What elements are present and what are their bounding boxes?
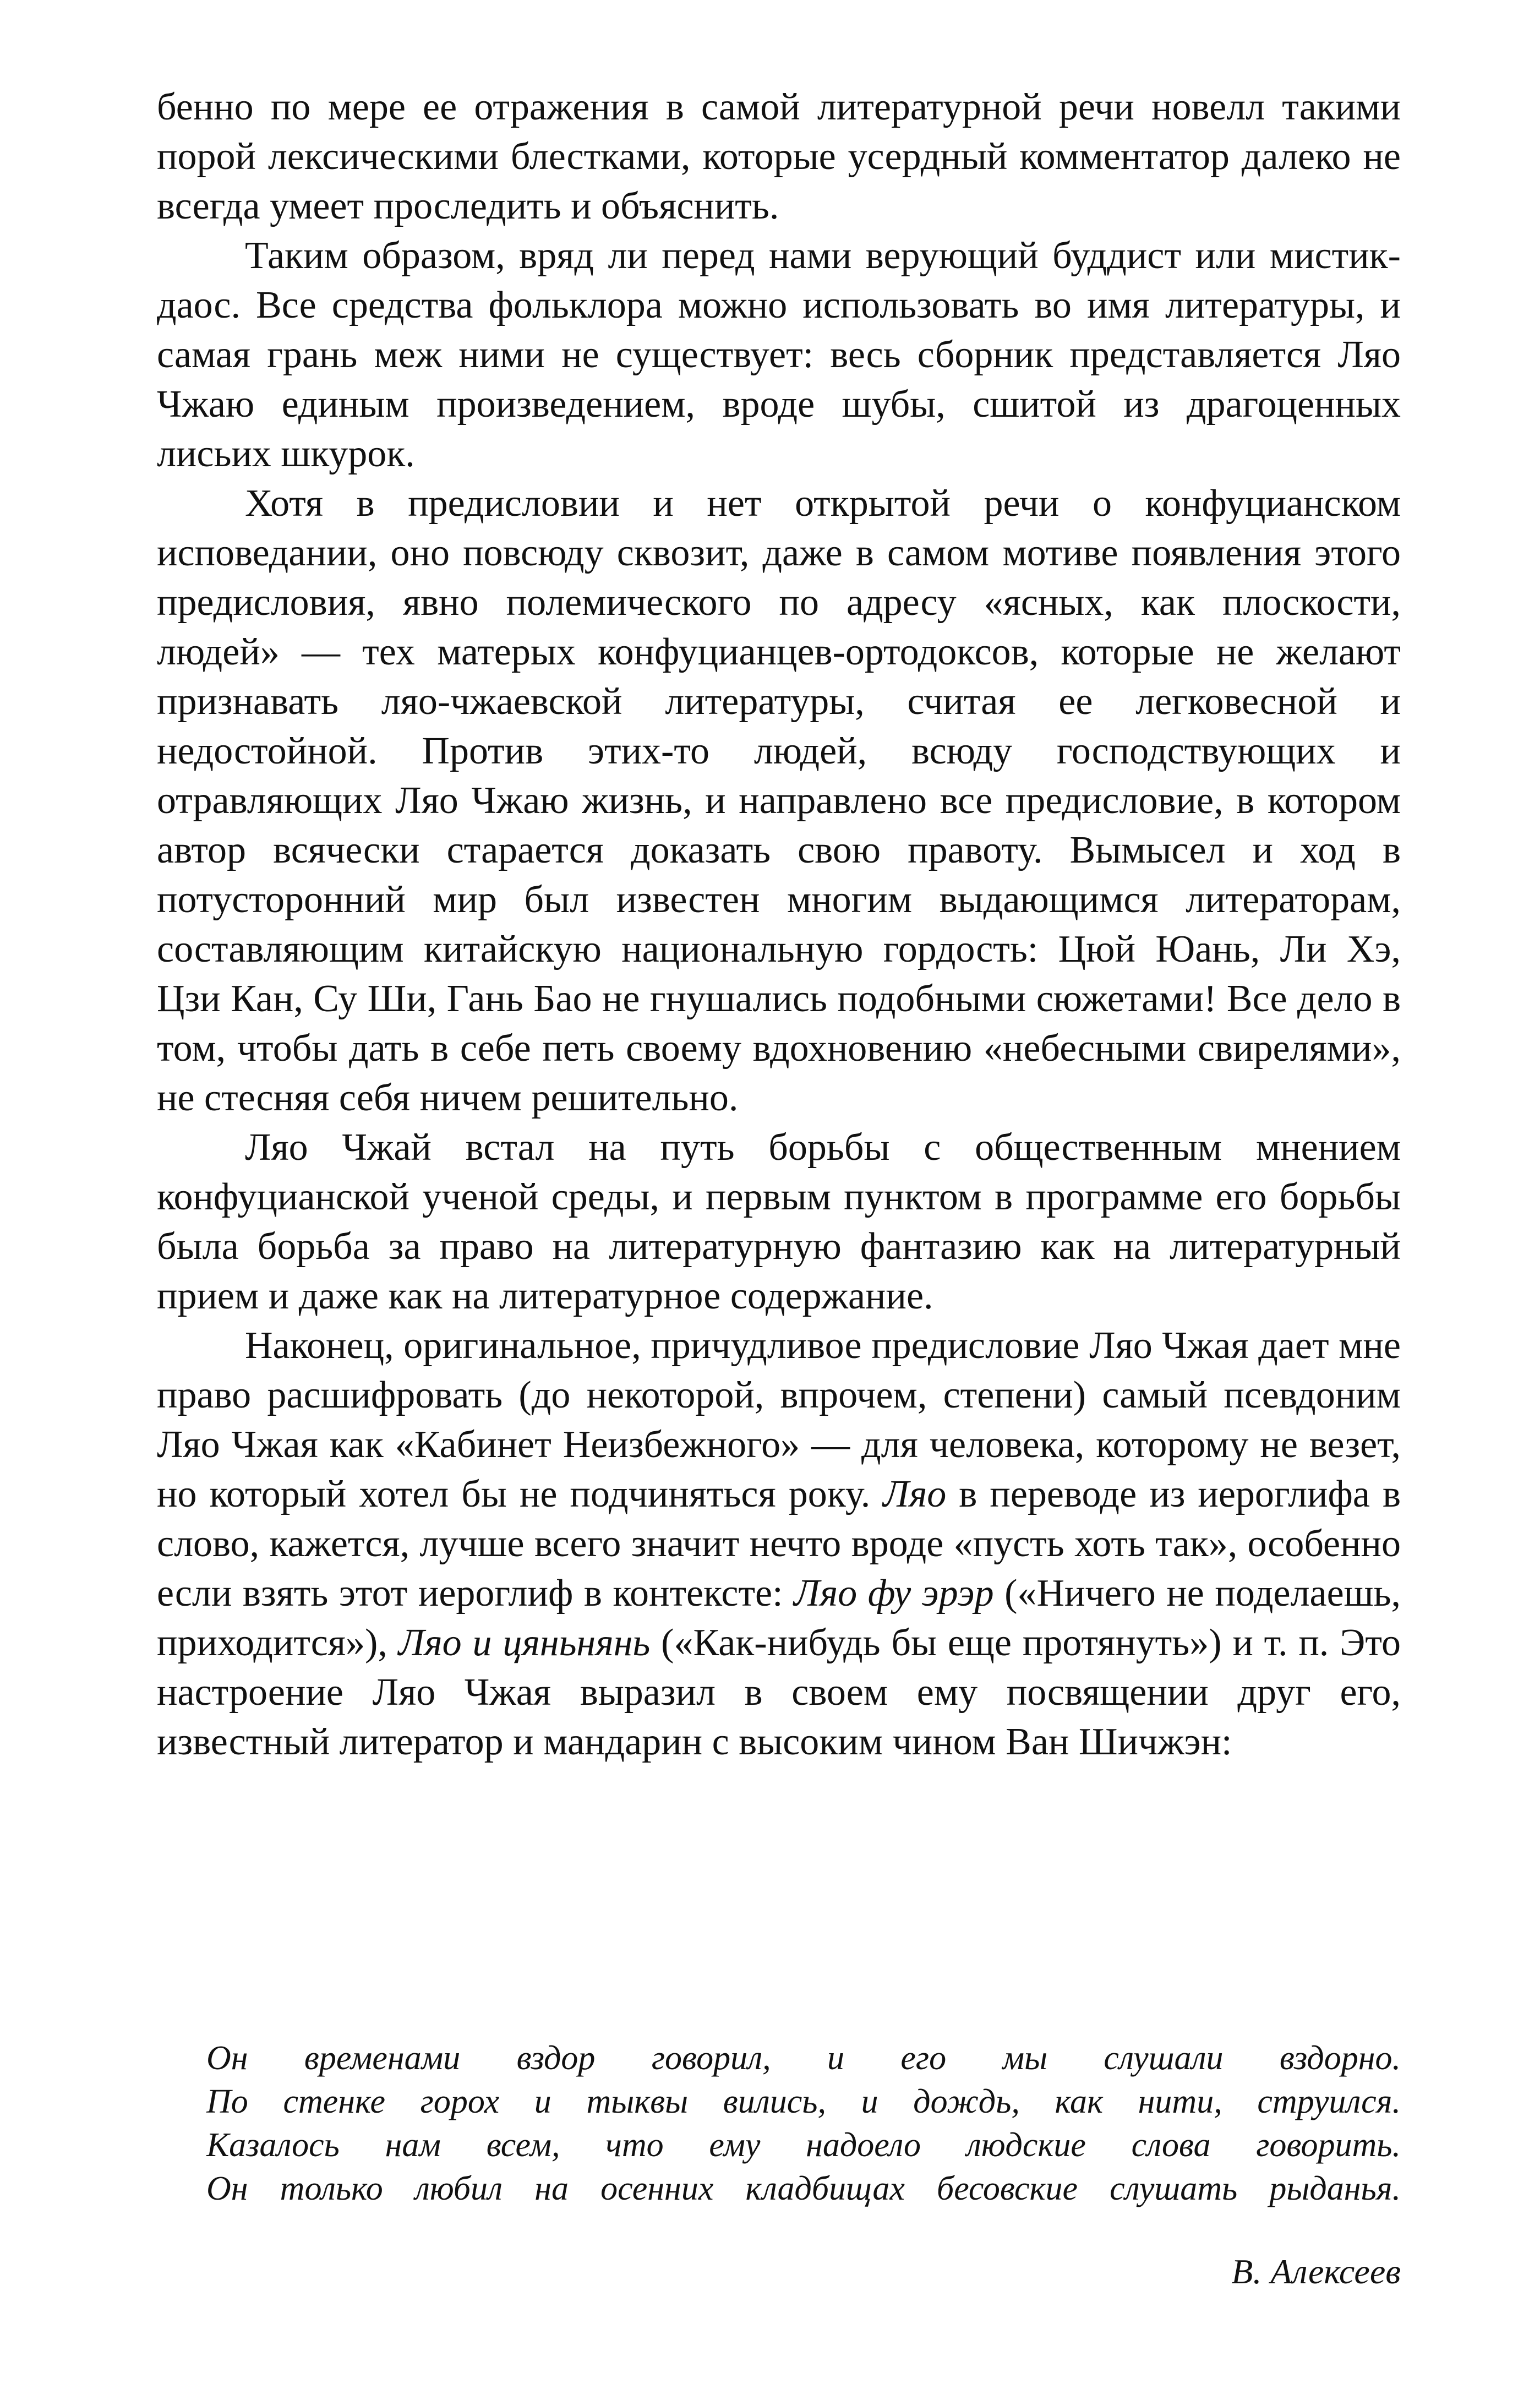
paragraph-2: Таким образом, вряд ли перед нами верующий буддист или мистик-даос. Все средства фольклора можно использовать во имя литературы, и самая грань меж ними не существует: весь сборник представляется Ляо Чжаю единым произведением, вроде шубы, сшитой из драгоценных лисьих шкурок.: [157, 234, 1401, 475]
paragraph-4: Ляо Чжай встал на путь борьбы с общественным мнением конфуцианской ученой среды, и первым пунктом в программе его борьбы была борьба за право на литературную фантазию как на литературный прием и даже как на литературное содержание.: [157, 1126, 1401, 1317]
paragraph-5-italic-3: Ляо и цяньнянь: [398, 1622, 651, 1664]
paragraph-5-italic-1: Ляо: [883, 1473, 947, 1515]
poem-line-2: По стенке горох и тыквы вились, и дождь, как нити, струился.: [206, 2083, 1401, 2120]
paragraph-5: [157, 1321, 1401, 1767]
poem-line-1: Он временами вздор говорил, и его мы слушали вздорно.: [206, 2039, 1401, 2077]
paragraph-5-part-2: в переводе из иероглифа в слово, кажется, лучше всего значит нечто вроде «пусть хоть так», особенно если взять этот иероглиф в контексте:: [157, 1473, 1401, 1614]
paragraph-5-part-3: («Ничего не поделаешь, приходится»),: [157, 1572, 1401, 1664]
paragraph-3: Хотя в предисловии и нет открытой речи о конфуцианском исповедании, оно повсюду сквозит, даже в самом мотиве появления этого предисловия, явно полемического по адресу «ясных, как плоскости, людей» — тех матерых конфуцианцев-ортодоксов, которые не желают признавать ляо-чжаевской литературы, считая ее легковесной и недостойной. Против этих-то людей, всюду господствующих и отравляющих Ляо Чжаю жизнь, и направлено все предисловие, в котором автор всячески старается доказать свою правоту. Вымысел и ход в потусторонний мир был известен многим выдающимся литераторам, составляющим китайскую национальную гордость: Цюй Юань, Ли Хэ, Цзи Кан, Су Ши, Гань Бао не гнушались подобными сюжетами! Все дело в том, чтобы дать в себе петь своему вдохновению «небесными свирелями», не стесняя себя ничем решительно.: [157, 482, 1401, 1119]
author-signature: В. Алексеев: [1231, 2252, 1401, 2291]
paragraph-1: бенно по мере ее отражения в самой литературной речи новелл такими порой лексическими блестками, которые усердный комментатор далеко не всегда умеет проследить и объяснить.: [157, 86, 1401, 227]
paragraph-5-part-1: Наконец, оригинальное, причудливое предисловие Ляо Чжая дает мне право расшифровать (до некоторой, впрочем, степени) самый псевдоним Ляо Чжая как «Кабинет Неизбежного» — для человека, которому не везет, но который хотел бы не подчиняться року.: [157, 1324, 1401, 1515]
poem-line-3: Казалось нам всем, что ему надоело людские слова говорить.: [206, 2126, 1401, 2164]
paragraph-5-part-4: («Как-нибудь бы еще протянуть») и т. п. Это настроение Ляо Чжая выразил в своем ему посвящении друг его, известный литератор и мандарин с высоким чином Ван Шичжэн:: [157, 1622, 1401, 1763]
poem-line-4: Он только любил на осенних кладбищах бесовские слушать рыданья.: [206, 2170, 1401, 2207]
paragraph-5-italic-2: Ляо фу эрэр: [794, 1572, 994, 1614]
body-text: [157, 83, 1401, 1767]
poem: [206, 2037, 1401, 2211]
